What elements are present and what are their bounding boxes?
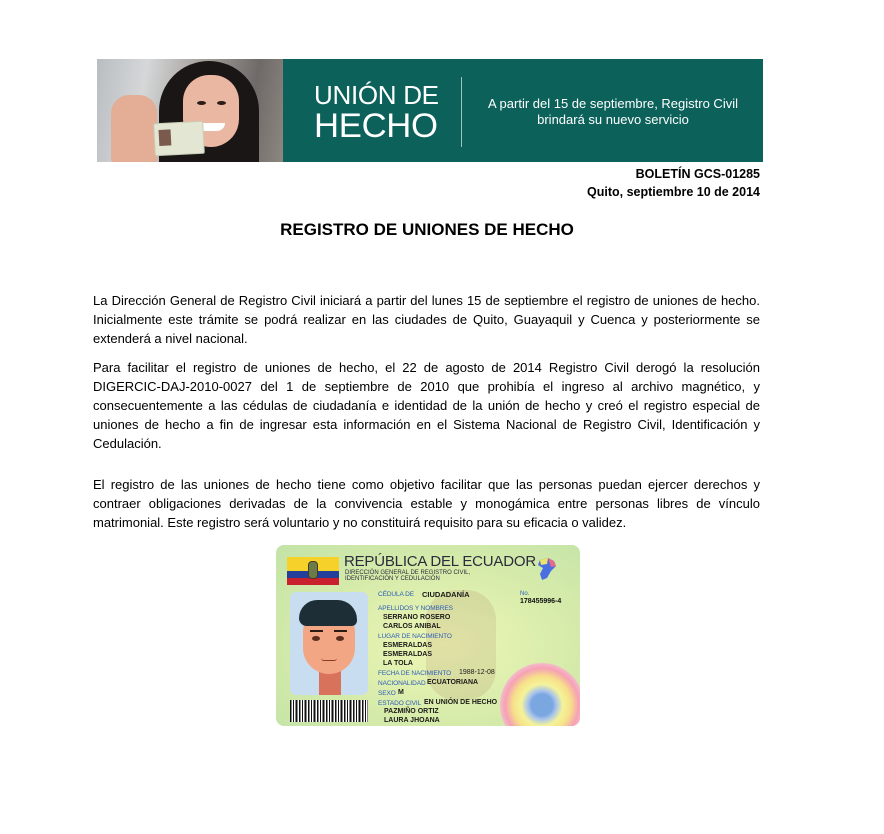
card-birthdate: 1988-12-08 <box>459 669 495 676</box>
card-portrait <box>290 592 368 695</box>
hologram-seal-icon <box>500 663 580 726</box>
card-cedula-label: CÉDULA DE <box>378 591 414 598</box>
banner-subtitle-line1: A partir del 15 de septiembre, Registro Civil <box>487 96 738 111</box>
card-country: REPÚBLICA DEL ECUADOR <box>344 553 536 570</box>
card-number-label: No. <box>520 591 530 597</box>
card-birthplace-2: ESMERALDAS <box>383 651 433 658</box>
document-title: REGISTRO DE UNIONES DE HECHO <box>280 220 574 239</box>
card-birthdate-label: FECHA DE NACIMIENTO <box>378 670 452 677</box>
card-nationality: ECUATORIANA <box>427 679 479 686</box>
banner-subtitle <box>463 96 763 128</box>
banner-title-line1: UNIÓN DE <box>314 80 439 110</box>
card-agency <box>345 570 470 582</box>
card-partner-surnames: PAZMIÑO ORTIZ <box>384 708 439 715</box>
card-civil-status: EN UNIÓN DE HECHO <box>424 699 498 706</box>
paragraph-3: El registro de las uniones de hecho tiene como objetivo facilitar que las personas puedan ejercer derechos y contraer obligaciones derivadas de la convivencia estable y monogámica entre personas libres de vínculo matrimonial. Este registro será voluntario y no constituirá requisito para su eficacia o validez. <box>93 477 760 530</box>
card-sex-label: SEXO <box>378 690 396 697</box>
paragraph-2: Para facilitar el registro de uniones de hecho, el 22 de agosto de 2014 Registro Civil derogó la resolución DIGERCIC-DAJ-2010-0027 del 1 de septiembre de 2010 que prohibía el ingreso al archivo magnético, y consecuentemente a las cédulas de ciudadanía e identidad de la unión de hecho y creó el registro especial de uniones de hecho a fin de ingresar esta información en el Sistema Nacional de Registro Civil, Identificación y Cedulación. <box>93 360 760 451</box>
card-surnames: SERRANO ROSERO <box>383 614 451 621</box>
banner-photo-woman-holding-id <box>97 59 283 162</box>
banner-title-line2: HECHO <box>314 107 438 145</box>
card-birthplace-3: LA TOLA <box>383 660 413 667</box>
banner-title <box>314 80 439 145</box>
photo-eye <box>217 101 226 105</box>
flag-emblem-icon <box>308 561 318 579</box>
banner-divider <box>461 77 462 147</box>
card-civil-status-label: ESTADO CIVIL <box>378 700 422 707</box>
card-agency-line2: IDENTIFICACIÓN Y CEDULACIÓN <box>345 576 440 582</box>
card-number: 178455996-4 <box>520 598 562 605</box>
card-agency-line1: DIRECCIÓN GENERAL DE REGISTRO CIVIL, <box>345 570 471 576</box>
card-partner-names: LAURA JHOANA <box>384 717 440 724</box>
photo-held-id-card <box>153 121 205 157</box>
photo-hand <box>111 95 157 162</box>
id-card-image <box>276 545 580 726</box>
paragraph-1: La Dirección General de Registro Civil iniciará a partir del lunes 15 de septiembre el registro de uniones de hecho. Inicialmente este trámite se podrá realizar en las ciudades de Quito, Guayaquil y Cuenca y posteriormente se extenderá a nivel nacional. <box>93 293 760 346</box>
card-nationality-label: NACIONALIDAD <box>378 680 426 687</box>
ecuador-map-icon <box>534 556 558 582</box>
card-given-names: CARLOS ANIBAL <box>383 623 441 630</box>
bulletin-date: Quito, septiembre 10 de 2014 <box>587 185 760 199</box>
card-sex: M <box>398 689 404 696</box>
card-birthplace-label: LUGAR DE NACIMIENTO <box>378 633 452 640</box>
header-banner <box>97 59 763 162</box>
bulletin-info <box>587 165 760 201</box>
barcode-icon <box>290 700 368 722</box>
banner-green-panel <box>283 59 763 162</box>
banner-subtitle-line2: brindará su nuevo servicio <box>537 112 689 127</box>
photo-eye <box>197 101 206 105</box>
card-birthplace-1: ESMERALDAS <box>383 642 433 649</box>
card-cedula-type: CIUDADANÍA <box>422 590 470 599</box>
bulletin-code: BOLETÍN GCS-01285 <box>635 167 760 181</box>
ecuador-flag-icon <box>287 557 339 585</box>
card-names-label: APELLIDOS Y NOMBRES <box>378 605 453 612</box>
